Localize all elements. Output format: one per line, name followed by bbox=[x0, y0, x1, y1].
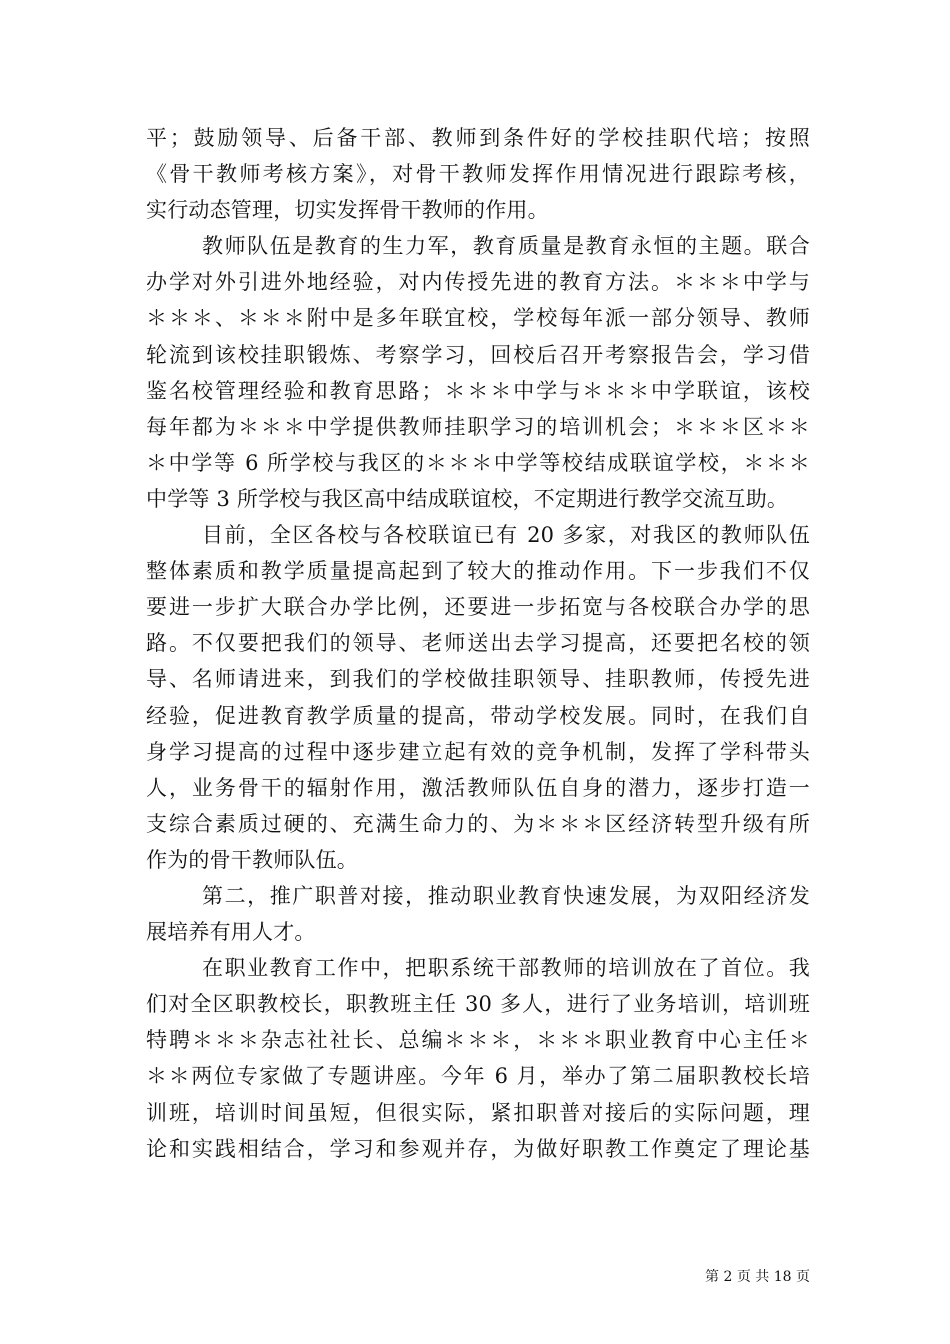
text-line: 目前，全区各校与各校联谊已有 20 多家，对我区的教师队伍 bbox=[202, 523, 810, 548]
text-line: 要进一步扩大联合办学比例，还要进一步拓宽与各校联合办学的思 bbox=[146, 595, 810, 620]
text-line: ＊＊两位专家做了专题讲座。今年 6 月，举办了第二届职教校长培 bbox=[146, 1064, 810, 1089]
text-line: 支综合素质过硬的、充满生命力的、为＊＊＊区经济转型升级有所 bbox=[146, 811, 810, 836]
page-number: 第 2 页 共 18 页 bbox=[705, 1269, 810, 1285]
text-line: 实行动态管理，切实发挥骨干教师的作用。 bbox=[146, 198, 549, 223]
text-line: ＊＊＊、＊＊＊附中是多年联宜校，学校每年派一部分领导、教师 bbox=[146, 306, 810, 331]
text-line: 整体素质和教学质量提高起到了较大的推动作用。下一步我们不仅 bbox=[146, 559, 810, 584]
text-line: ＊中学等 6 所学校与我区的＊＊＊中学等校结成联谊学校，＊＊＊ bbox=[146, 450, 810, 475]
text-line: 展培养有用人才。 bbox=[146, 920, 316, 945]
text-line: 人，业务骨干的辐射作用，激活教师队伍自身的潜力，逐步打造一 bbox=[146, 775, 810, 800]
text-line: 教师队伍是教育的生力军，教育质量是教育永恒的主题。联合 bbox=[202, 234, 810, 259]
text-line: 身学习提高的过程中逐步建立起有效的竞争机制，发挥了学科带头 bbox=[146, 739, 810, 764]
text-line: 特聘＊＊＊杂志社社长、总编＊＊＊，＊＊＊职业教育中心主任＊ bbox=[146, 1028, 810, 1053]
text-line: 在职业教育工作中，把职系统干部教师的培训放在了首位。我 bbox=[202, 956, 810, 981]
text-line: 平；鼓励领导、后备干部、教师到条件好的学校挂职代培；按照 bbox=[146, 126, 810, 150]
text-line: 办学对外引进外地经验，对内传授先进的教育方法。＊＊＊中学与 bbox=[146, 270, 810, 295]
text-line: 中学等 3 所学校与我区高中结成联谊校，不定期进行教学交流互助。 bbox=[146, 486, 789, 511]
text-line: 《骨干教师考核方案》，对骨干教师发挥作用情况进行跟踪考核， bbox=[146, 162, 810, 187]
text-line: 训班，培训时间虽短，但很实际，紧扣职普对接后的实际问题，理 bbox=[146, 1100, 810, 1125]
text-line: 作为的骨干教师队伍。 bbox=[146, 847, 358, 872]
text-line: 轮流到该校挂职锻炼、考察学习，回校后召开考察报告会，学习借 bbox=[146, 342, 810, 367]
text-line: 导、名师请进来，到我们的学校做挂职领导、挂职教师，传授先进 bbox=[146, 667, 810, 692]
text-line: 论和实践相结合，学习和参观并存，为做好职教工作奠定了理论基 bbox=[146, 1136, 810, 1161]
text-line: 第二，推广职普对接，推动职业教育快速发展，为双阳经济发 bbox=[202, 883, 810, 908]
text-line: 每年都为＊＊＊中学提供教师挂职学习的培训机会；＊＊＊区＊＊ bbox=[146, 414, 810, 439]
text-line: 们对全区职教校长，职教班主任 30 多人，进行了业务培训，培训班 bbox=[146, 992, 810, 1017]
text-line: 鉴名校管理经验和教育思路；＊＊＊中学与＊＊＊中学联谊，该校 bbox=[146, 378, 810, 403]
body-text bbox=[146, 120, 810, 1167]
text-line: 路。不仅要把我们的领导、老师送出去学习提高，还要把名校的领 bbox=[146, 631, 810, 656]
text-line: 经验，促进教育教学质量的提高，带动学校发展。同时，在我们自 bbox=[146, 703, 810, 728]
